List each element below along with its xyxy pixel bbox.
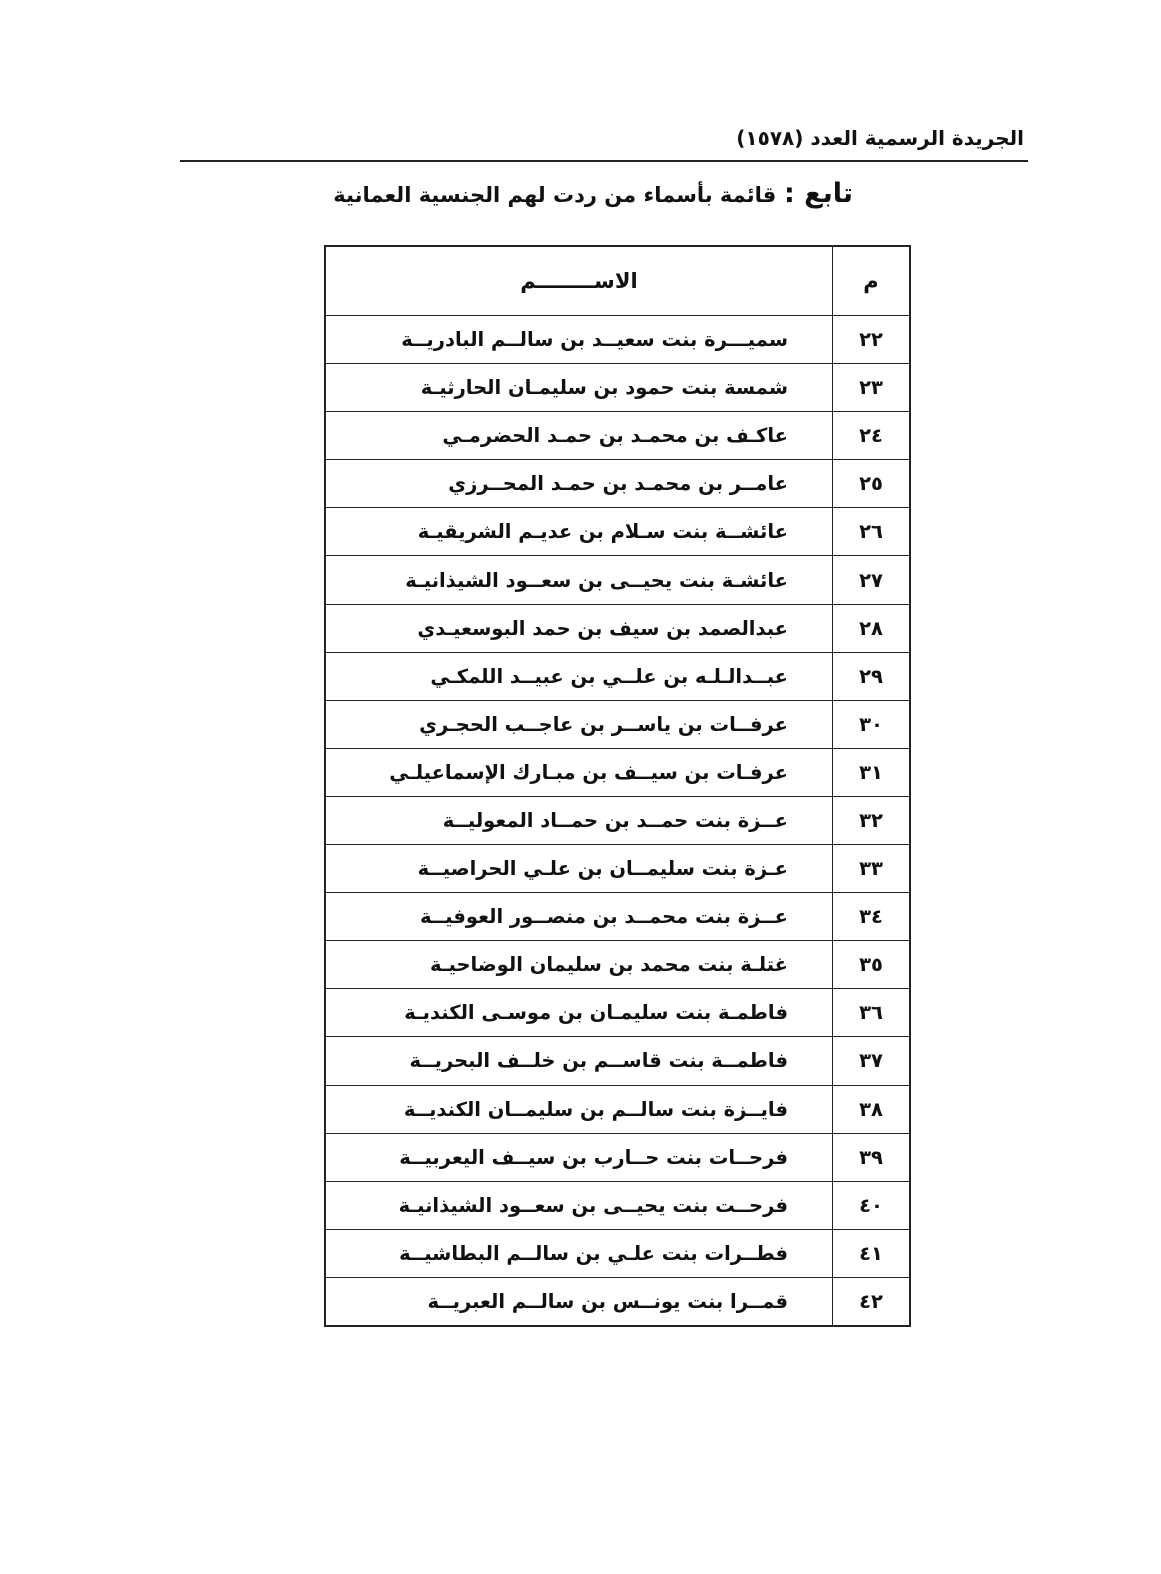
table-row bbox=[325, 1181, 910, 1229]
row-number: ٣٤ bbox=[833, 893, 911, 941]
column-header-name: الاســــــــم bbox=[325, 246, 833, 316]
table-row bbox=[325, 989, 910, 1037]
row-name: عبدالصمد بن سيف بن حمد البوسعيـدي bbox=[325, 604, 833, 652]
row-number: ٣٢ bbox=[833, 796, 911, 844]
row-name: عــزة بنت حمــد بن حمــاد المعوليــة bbox=[325, 796, 833, 844]
row-number: ٢٢ bbox=[833, 316, 911, 364]
table-row bbox=[325, 1037, 910, 1085]
table-row bbox=[325, 364, 910, 412]
row-name: عائشــة بنت سـلام بن عديـم الشريقيـة bbox=[325, 508, 833, 556]
table-row bbox=[325, 1277, 910, 1326]
row-number: ٣٠ bbox=[833, 700, 911, 748]
row-name: عرفــات بن ياســر بن عاجــب الحجـري bbox=[325, 700, 833, 748]
row-name: عـزة بنت سليمــان بن علـي الحراصيــة bbox=[325, 845, 833, 893]
table-row bbox=[325, 556, 910, 604]
row-number: ٢٤ bbox=[833, 412, 911, 460]
row-name: فاطمــة بنت قاســم بن خلــف البحريــة bbox=[325, 1037, 833, 1085]
row-number: ٢٦ bbox=[833, 508, 911, 556]
names-table bbox=[324, 245, 911, 1327]
table-row bbox=[325, 1133, 910, 1181]
column-header-number: م bbox=[833, 246, 911, 316]
row-number: ٣٨ bbox=[833, 1085, 911, 1133]
row-number: ٣٥ bbox=[833, 941, 911, 989]
row-name: فرحــات بنت حــارب بن سيــف اليعربيــة bbox=[325, 1133, 833, 1181]
table-row bbox=[325, 796, 910, 844]
table-header-row bbox=[325, 246, 910, 316]
row-name: عبــدالـلـه بن علــي بن عبيــد اللمكـي bbox=[325, 652, 833, 700]
row-number: ٤٢ bbox=[833, 1277, 911, 1326]
table-row bbox=[325, 1229, 910, 1277]
row-number: ٢٣ bbox=[833, 364, 911, 412]
table-row bbox=[325, 893, 910, 941]
row-name: فرحــت بنت يحيــى بن سعــود الشيذانيـة bbox=[325, 1181, 833, 1229]
row-name: عائشـة بنت يحيــى بن سعــود الشيذانيـة bbox=[325, 556, 833, 604]
row-name: عــزة بنت محمــد بن منصــور العوفيــة bbox=[325, 893, 833, 941]
row-name: سميـــرة بنت سعيــد بن سالــم البادريــة bbox=[325, 316, 833, 364]
row-name: عرفـات بن سيــف بن مبـارك الإسماعيلـي bbox=[325, 748, 833, 796]
table-row bbox=[325, 460, 910, 508]
gazette-issue-title: الجريدة الرسمية العدد (١٥٧٨) bbox=[736, 126, 1024, 150]
table-row bbox=[325, 700, 910, 748]
row-name: عامــر بن محمـد بن حمـد المحــرزي bbox=[325, 460, 833, 508]
row-name: فطــرات بنت علـي بن سالــم البطاشيــة bbox=[325, 1229, 833, 1277]
row-name: شمسة بنت حمود بن سليمـان الحارثيـة bbox=[325, 364, 833, 412]
table-row bbox=[325, 748, 910, 796]
continued-label: تابع : bbox=[783, 178, 853, 209]
row-name: فايــزة بنت سالــم بن سليمــان الكنديــة bbox=[325, 1085, 833, 1133]
row-number: ٢٩ bbox=[833, 652, 911, 700]
table-row bbox=[325, 1085, 910, 1133]
row-number: ٤٠ bbox=[833, 1181, 911, 1229]
table-row bbox=[325, 604, 910, 652]
row-name: عاكـف بن محمـد بن حمـد الحضرمـي bbox=[325, 412, 833, 460]
table-row bbox=[325, 941, 910, 989]
row-number: ٣٦ bbox=[833, 989, 911, 1037]
row-number: ٣٩ bbox=[833, 1133, 911, 1181]
row-number: ٣٣ bbox=[833, 845, 911, 893]
table-row bbox=[325, 652, 910, 700]
table-row bbox=[325, 412, 910, 460]
row-number: ٢٥ bbox=[833, 460, 911, 508]
row-number: ٢٧ bbox=[833, 556, 911, 604]
row-number: ٢٨ bbox=[833, 604, 911, 652]
page-header bbox=[180, 120, 1028, 162]
row-name: فاطمـة بنت سليمـان بن موسـى الكنديـة bbox=[325, 989, 833, 1037]
row-number: ٣١ bbox=[833, 748, 911, 796]
table-row bbox=[325, 316, 910, 364]
list-title-text: قائمة بأسماء من ردت لهم الجنسية العمانية bbox=[333, 183, 777, 207]
row-name: قمــرا بنت يونــس بن سالــم العبريــة bbox=[325, 1277, 833, 1326]
table-row bbox=[325, 845, 910, 893]
row-name: غتلـة بنت محمد بن سليمان الوضاحيـة bbox=[325, 941, 833, 989]
row-number: ٣٧ bbox=[833, 1037, 911, 1085]
row-number: ٤١ bbox=[833, 1229, 911, 1277]
table-row bbox=[325, 508, 910, 556]
list-title bbox=[333, 178, 853, 209]
